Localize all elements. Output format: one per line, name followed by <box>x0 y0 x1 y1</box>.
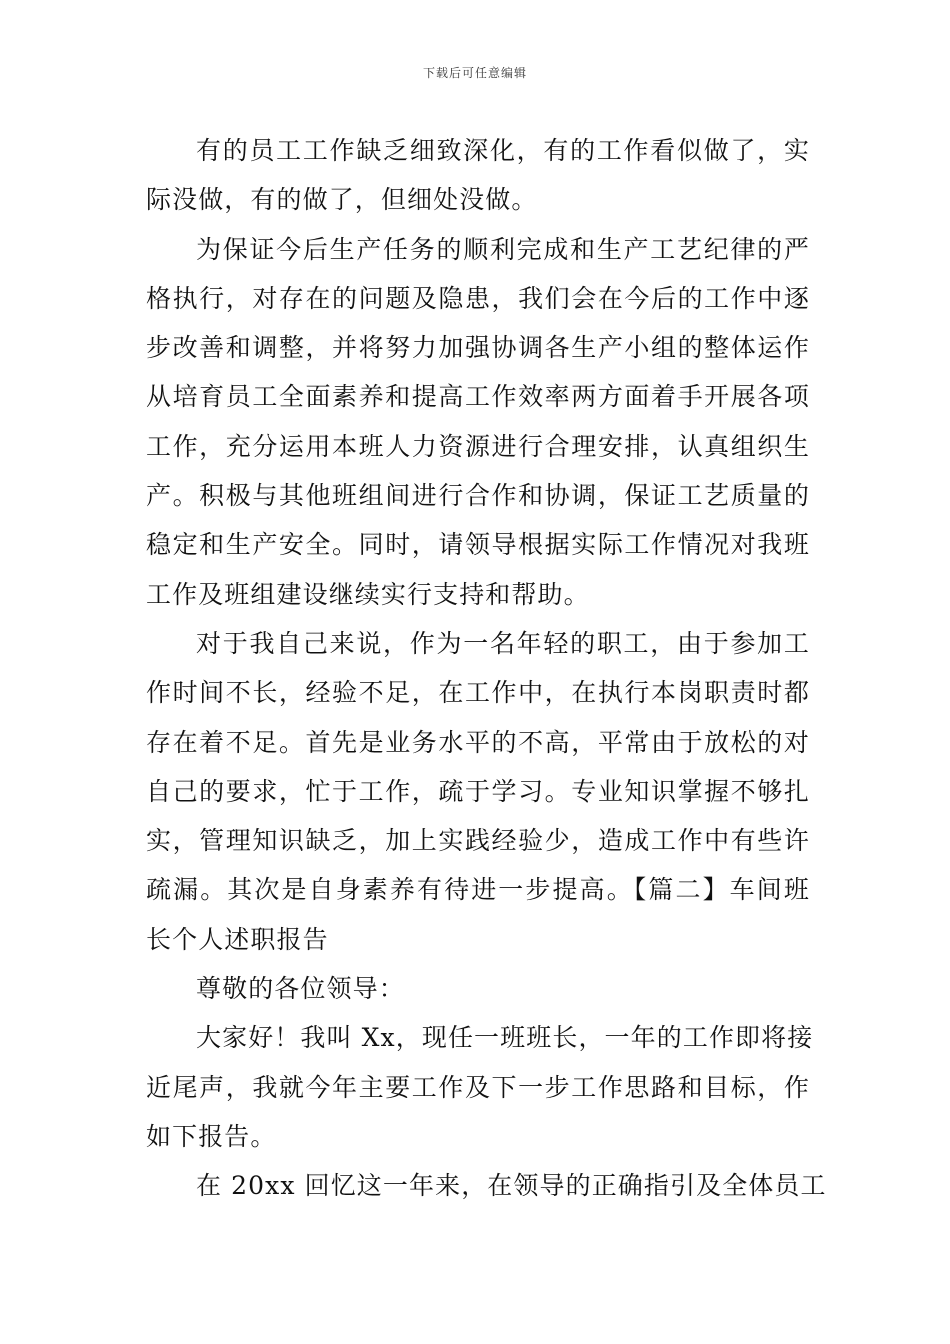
text-line: 产。积极与其他班组间进行合作和协调，保证工艺质量的 <box>146 481 810 511</box>
text-line: 格执行，对存在的问题及隐患，我们会在今后的工作中逐 <box>146 283 810 313</box>
paragraph-2 <box>146 225 810 619</box>
text-line: 疏漏。其次是自身素养有待进一步提高。【篇二】车间班 <box>146 875 810 905</box>
text-line: 实，管理知识缺乏，加上实践经验少，造成工作中有些许 <box>146 826 810 856</box>
paragraph-1 <box>146 126 810 225</box>
paragraph-5 <box>146 1013 814 1161</box>
text-line: 工作，充分运用本班人力资源进行合理安排，认真组织生 <box>146 431 810 461</box>
text-line: 如下报告。 <box>146 1121 277 1151</box>
text-line: 大家好！我叫 Xx，现任一班班长，一年的工作即将接 <box>196 1023 814 1053</box>
document-body <box>146 126 827 1211</box>
page-header: 下载后可任意编辑 <box>422 66 527 80</box>
text-line: 存在着不足。首先是业务水平的不高，平常由于放松的对 <box>146 727 810 757</box>
text-line: 长个人述职报告 <box>146 924 329 954</box>
text-line: 工作及班组建设继续实行支持和帮助。 <box>146 579 590 609</box>
paragraph-6 <box>146 1161 827 1210</box>
text-line: 对于我自己来说，作为一名年轻的职工，由于参加工 <box>196 628 810 658</box>
text-line: 近尾声，我就今年主要工作及下一步工作思路和目标，作 <box>146 1072 810 1102</box>
paragraph-4 <box>146 964 810 1013</box>
text-line: 际没做，有的做了，但细处没做。 <box>146 185 538 215</box>
text-line: 从培育员工全面素养和提高工作效率两方面着手开展各项 <box>146 382 810 412</box>
text-line: 为保证今后生产任务的顺利完成和生产工艺纪律的严 <box>196 234 810 264</box>
text-line: 在 20xx 回忆这一年来，在领导的正确指引及全体员工 <box>196 1171 827 1201</box>
text-line: 作时间不长，经验不足，在工作中，在执行本岗职责时都 <box>146 678 810 708</box>
text-line: 有的员工工作缺乏细致深化，有的工作看似做了，实 <box>196 136 810 165</box>
text-line: 尊敬的各位领导： <box>196 974 405 1004</box>
text-line: 步改善和调整，并将努力加强协调各生产小组的整体运作 <box>146 333 810 363</box>
paragraph-3 <box>146 619 810 964</box>
text-line: 自己的要求，忙于工作，疏于学习。专业知识掌握不够扎 <box>146 776 810 806</box>
text-line: 稳定和生产安全。同时，请领导根据实际工作情况对我班 <box>146 530 810 560</box>
